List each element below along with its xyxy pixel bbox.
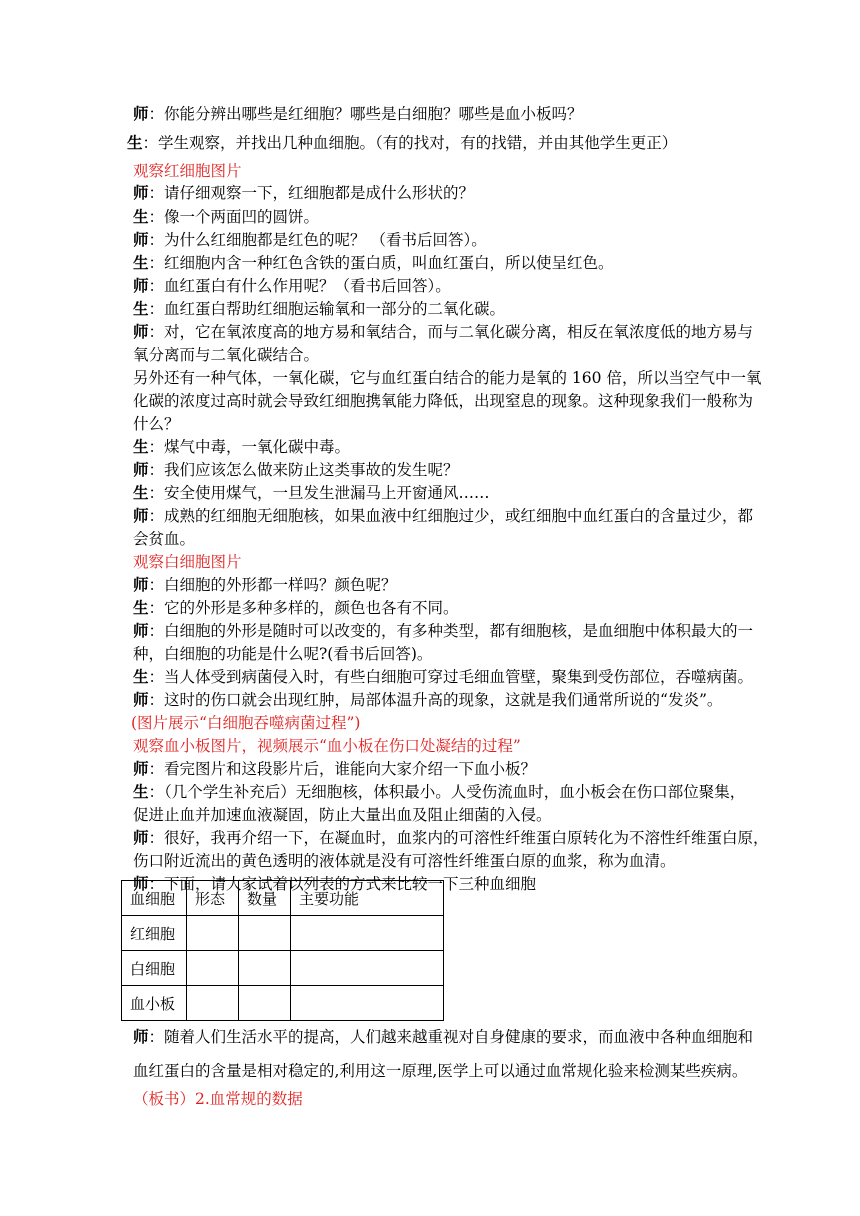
dialogue-line: 师：白细胞的外形是随时可以改变的，有多种类型，都有细胞核，是血细胞中体积最大的一: [133, 621, 754, 640]
speaker: 师: [133, 575, 149, 594]
table-row: [122, 986, 444, 1021]
section-heading: 观察血小板图片，视频展示“血小板在伤口处凝结的过程”: [133, 737, 521, 755]
speaker: 师: [133, 1027, 149, 1046]
dialogue-line: 师：我们应该怎么做来防止这类事故的发生呢？: [133, 460, 459, 479]
speaker: 生: [127, 133, 143, 152]
speaker: 生: [133, 598, 149, 617]
speaker: 生: [133, 253, 149, 272]
dialogue-line: 师：看完图片和这段影片后，谁能向大家介绍一下血小板？: [133, 759, 537, 778]
table-header-cell: 主要功能: [291, 881, 444, 916]
dialogue-line: 生：（几个学生补充后）无细胞核，体积最小。人受伤流血时，血小板会在伤口部位聚集，: [133, 782, 746, 801]
text-line: 会贫血。: [133, 530, 196, 548]
dialogue-line: 生：安全使用煤气，一旦发生泄漏马上开窗通风……: [133, 483, 490, 502]
table-cell: 白细胞: [122, 951, 187, 986]
text-line: 化碳的浓度过高时就会导致红细胞携氧能力降低，出现窒息的现象。这种现象我们一般称为: [133, 392, 754, 410]
dialogue-line: 师：血红蛋白有什么作用呢？（看书后回答）。: [133, 276, 451, 295]
speaker: 师: [133, 460, 149, 479]
text-line: 另外还有一种气体，一氧化碳，它与血红蛋白结合的能力是氧的 160 倍，所以当空气中一氧: [133, 369, 762, 387]
speaker: 师: [133, 183, 149, 202]
dialogue-line: 生：血红蛋白帮助红细胞运输氧和一部分的二氧化碳。: [133, 299, 506, 318]
dialogue-line: 生：它的外形是多种多样的，颜色也各有不同。: [133, 598, 459, 617]
text-line: 什么？: [133, 415, 180, 433]
speaker: 师: [133, 828, 149, 847]
speaker: 生: [133, 667, 149, 686]
dialogue-line: 生：煤气中毒，一氧化碳中毒。: [133, 437, 351, 456]
section-heading: (图片展示“白细胞吞噬病菌过程”): [131, 714, 361, 732]
dialogue-line: 师：请仔细观察一下，红细胞都是成什么形状的？: [133, 183, 475, 202]
board-note: （板书）2.血常规的数据: [133, 1090, 303, 1108]
speaker: 生: [133, 299, 149, 318]
table-cell: [291, 951, 444, 986]
text-line: 促进止血并加速血液凝固，防止大量出血及阻止细菌的入侵。: [133, 806, 552, 824]
dialogue-line: 师：为什么红细胞都是红色的呢？ （看书后回答）。: [133, 230, 487, 249]
text-line: 种，白细胞的功能是什么呢?(看书后回答)。: [133, 645, 433, 663]
dialogue-line: 师：对，它在氧浓度高的地方易和氧结合，而与二氧化碳分离，相反在氧浓度低的地方易与: [133, 322, 754, 341]
speaker: 师: [133, 759, 149, 778]
speaker: 生: [133, 483, 149, 502]
table-row: [122, 916, 444, 951]
dialogue-line: 师：随着人们生活水平的提高，人们越来越重视对自身健康的要求，而血液中各种血细胞和: [133, 1027, 754, 1046]
text-line: 伤口附近流出的黄色透明的液体就是没有可溶性纤维蛋白原的血浆，称为血清。: [133, 852, 676, 870]
table-cell: [187, 986, 239, 1021]
dialogue-line: 生：红细胞内含一种红色含铁的蛋白质，叫血红蛋白，所以使呈红色。: [133, 253, 614, 272]
dialogue-line: 生：学生观察，并找出几种血细胞。（有的找对，有的找错，并由其他学生更正）: [127, 133, 678, 152]
table-cell: [239, 986, 291, 1021]
speaker: 师: [133, 322, 149, 341]
dialogue-line: 师：白细胞的外形都一样吗？颜色呢？: [133, 575, 397, 594]
table-cell: [239, 916, 291, 951]
section-heading: 观察红细胞图片: [133, 162, 242, 180]
dialogue-line: 生：像一个两面凹的圆饼。: [133, 207, 320, 226]
table-cell: [187, 916, 239, 951]
dialogue-line: 师：这时的伤口就会出现红肿，局部体温升高的现象，这就是我们通常所说的“发炎”。: [133, 690, 723, 709]
table-row: [122, 951, 444, 986]
dialogue-line: 生：当人体受到病菌侵入时，有些白细胞可穿过毛细血管壁，聚集到受伤部位，吞噬病菌。: [133, 667, 754, 686]
table-header-cell: 形态: [187, 881, 239, 916]
table-header-cell: 血细胞: [122, 881, 187, 916]
section-heading: 观察白细胞图片: [133, 553, 242, 571]
table-cell: [291, 986, 444, 1021]
speaker: 师: [133, 276, 149, 295]
table-cell: 血小板: [122, 986, 187, 1021]
speaker: 师: [133, 621, 149, 640]
comparison-table: [121, 880, 444, 1021]
table-cell: [239, 951, 291, 986]
table-cell: 红细胞: [122, 916, 187, 951]
table-cell: [187, 951, 239, 986]
speaker: 生: [133, 207, 149, 226]
table-header-cell: 数量: [239, 881, 291, 916]
table-header-row: [122, 881, 444, 916]
dialogue-line: 师：成熟的红细胞无细胞核，如果血液中红细胞过少，或红细胞中血红蛋白的含量过少，都: [133, 506, 754, 525]
text-line: 血红蛋白的含量是相对稳定的,利用这一原理,医学上可以通过血常规化验来检测某些疾病。: [133, 1062, 748, 1080]
speaker: 生: [133, 437, 149, 456]
dialogue-line: 师：你能分辨出哪些是红细胞？哪些是白细胞？哪些是血小板吗？: [133, 104, 583, 123]
text-line: 氧分离而与二氧化碳结合。: [133, 346, 320, 364]
speaker: 师: [133, 104, 149, 123]
speaker: 师: [133, 506, 149, 525]
speaker: 师: [133, 874, 149, 893]
speaker: 师: [133, 690, 149, 709]
dialogue-line: 师：下面，请大家试着以列表的方式来比较一下三种血细胞: [133, 874, 537, 893]
speaker: 师: [133, 230, 149, 249]
dialogue-line: 师：很好，我再介绍一下，在凝血时，血浆内的可溶性纤维蛋白原转化为不溶性纤维蛋白原，: [133, 828, 769, 847]
table-cell: [291, 916, 444, 951]
speaker: 生: [133, 782, 149, 801]
